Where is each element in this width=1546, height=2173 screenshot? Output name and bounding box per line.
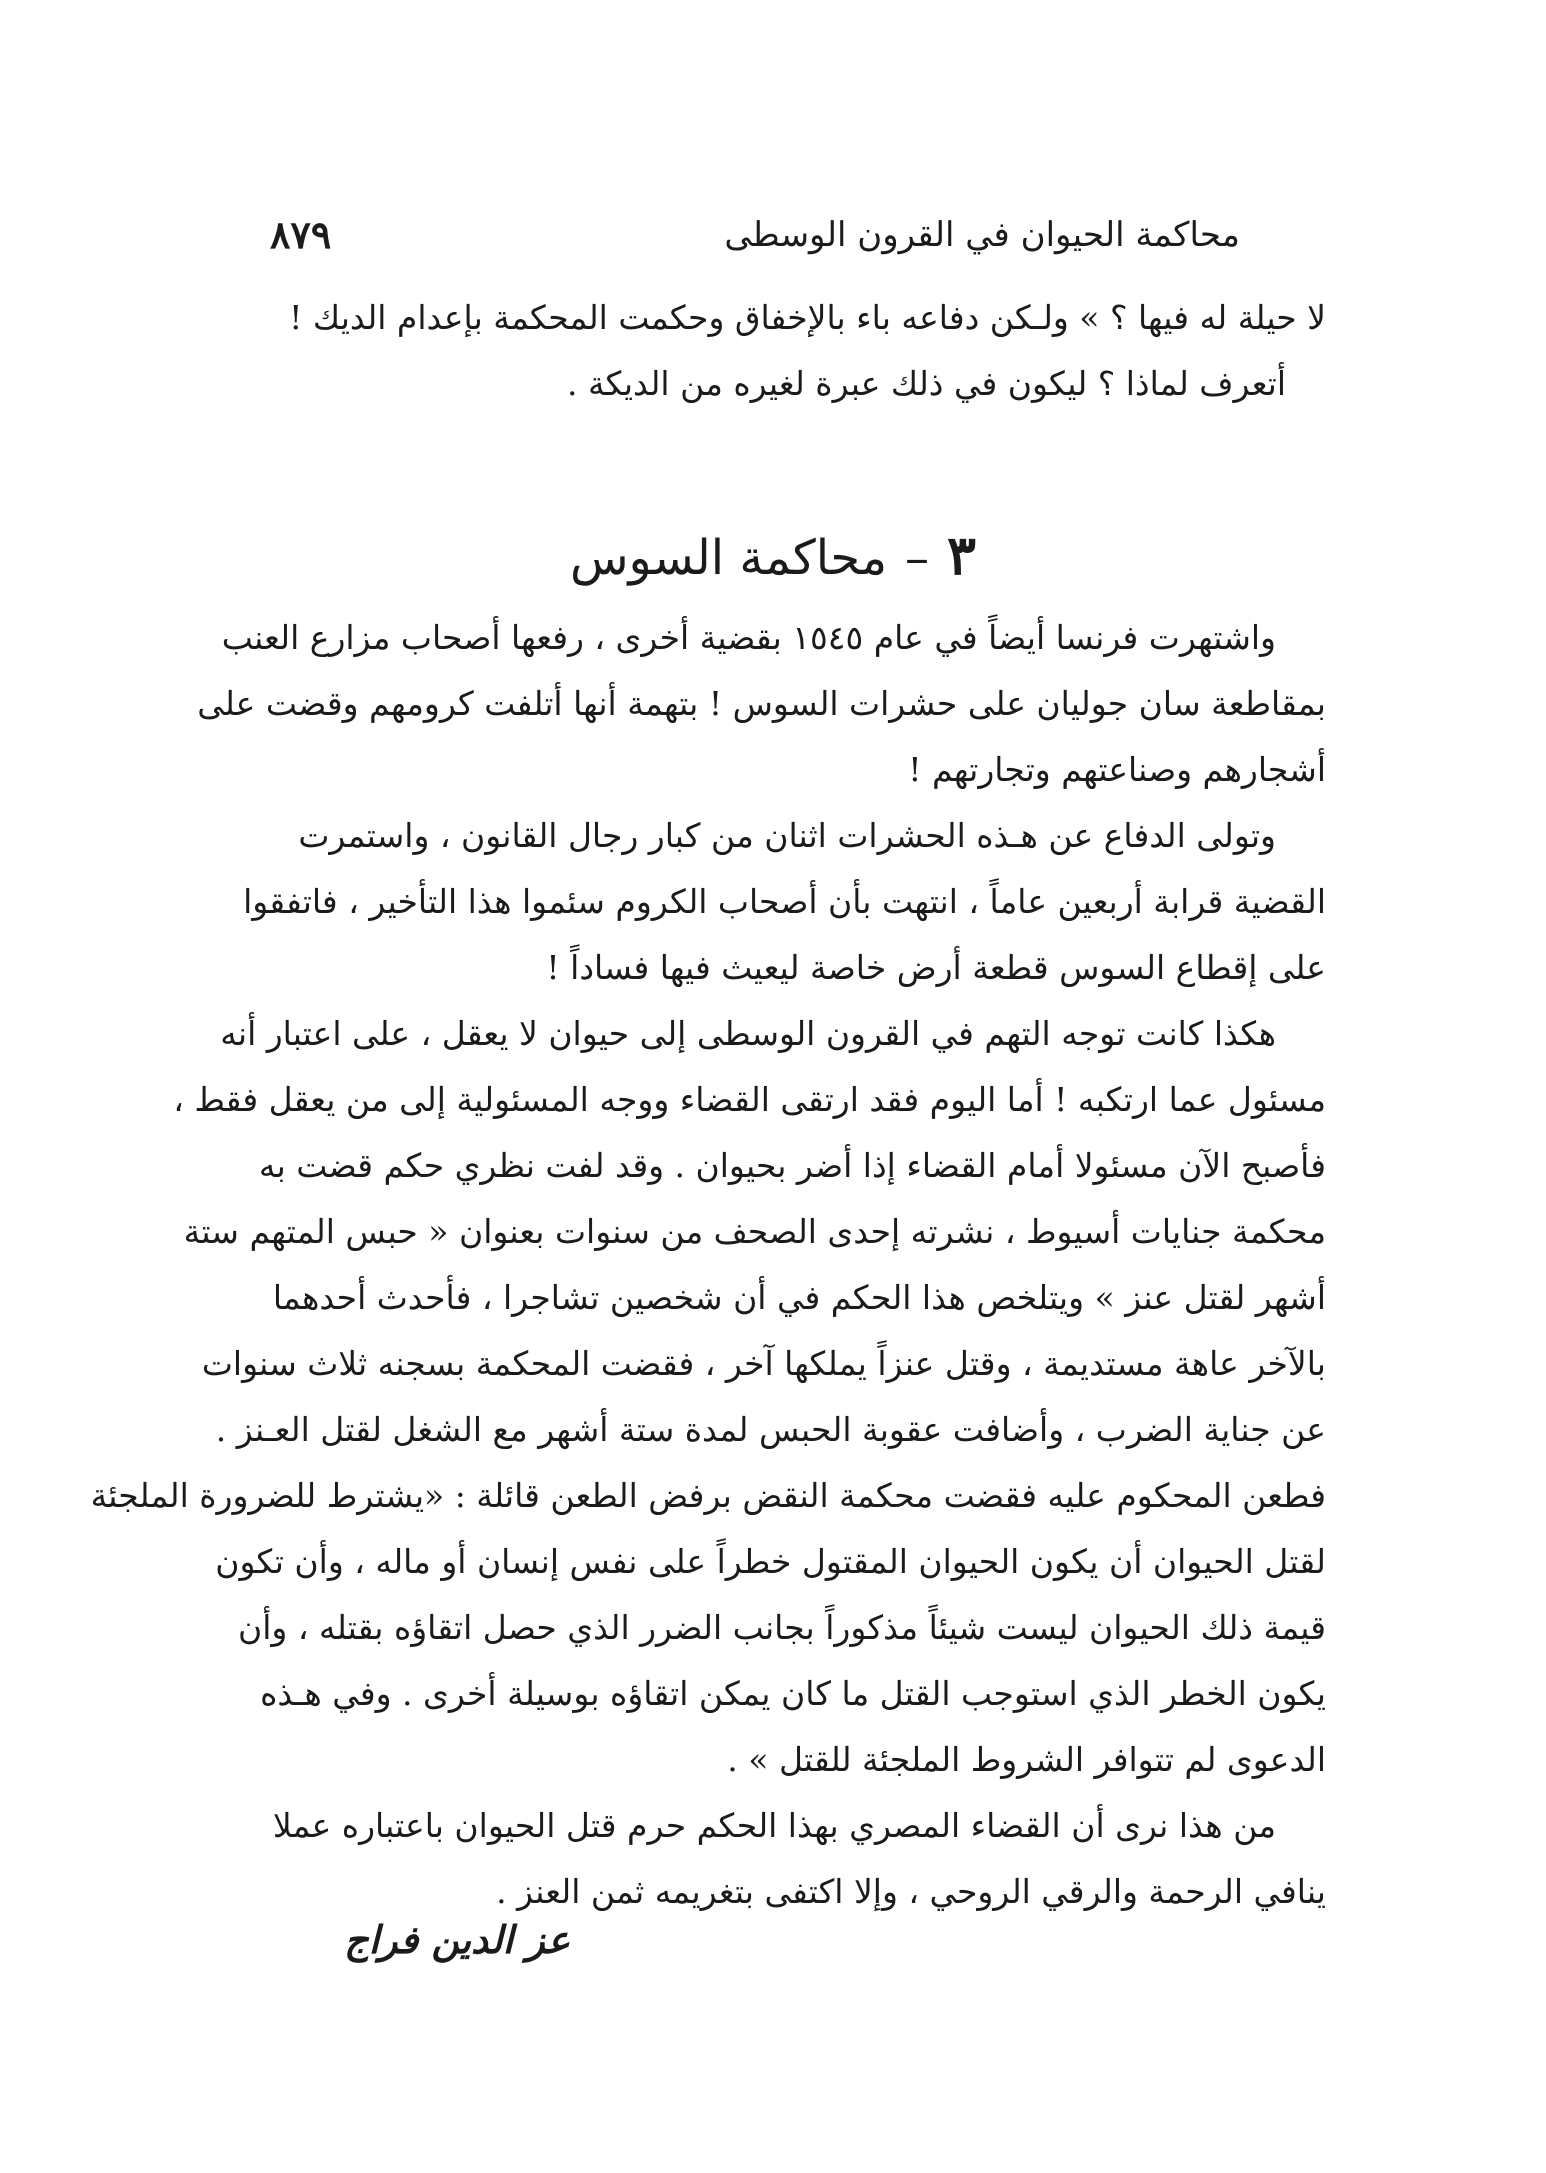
text-line: هكذا كانت توجه التهم في القرون الوسطى إلى حيوان لا يعقل ، على اعتبار أنه [220, 1014, 1276, 1053]
section-heading [0, 515, 1546, 598]
section-dash: – [905, 530, 930, 586]
text-line: فطعن المحكوم عليه فقضت محكمة النقض برفض الطعن قائلة : «يشترط للضرورة الملجئة [90, 1476, 1326, 1515]
text-line: واشتهرت فرنسا أيضاً في عام ١٥٤٥ بقضية أخرى ، رفعها أصحاب مزارع العنب [221, 618, 1276, 657]
text-line: مسئول عما ارتكبه ! أما اليوم فقد ارتقى القضاء ووجه المسئولية إلى من يعقل فقط ، [173, 1080, 1326, 1119]
text-line: يكون الخطر الذي استوجب القتل ما كان يمكن اتقاؤه بوسيلة أخرى . وفي هـذه [260, 1674, 1326, 1713]
text-line: عن جناية الضرب ، وأضافت عقوبة الحبس لمدة ستة أشهر مع الشغل لقتل العـنز . [215, 1410, 1326, 1449]
text-line: ينافي الرحمة والرقي الروحي ، وإلا اكتفى بتغريمه ثمن العنز . [496, 1872, 1326, 1911]
text-line: الدعوى لم تتوافر الشروط الملجئة للقتل » . [727, 1740, 1326, 1779]
author-signature: عز الدين فراج [344, 1917, 570, 1962]
text-line: القضية قرابة أربعين عاماً ، انتهت بأن أصحاب الكروم سئموا هذا التأخير ، فاتفقوا [243, 882, 1326, 921]
page-number: ٨٧٩ [270, 212, 332, 257]
text-line: أتعرف لماذا ؟ ليكون في ذلك عبرة لغيره من الديكة . [566, 364, 1286, 403]
text-line: لا حيلة له فيها ؟ » ولـكن دفاعه باء بالإخفاق وحكمت المحكمة بإعدام الديك ! [289, 298, 1326, 337]
running-title: محاكمة الحيوان في القرون الوسطى [724, 215, 1240, 255]
text-line: محكمة جنايات أسيوط ، نشرته إحدى الصحف من سنوات بعنوان « حبس المتهم ستة [183, 1212, 1326, 1251]
section-title: محاكمة السوس [569, 530, 888, 586]
text-line: أشجارهم وصناعتهم وتجارتهم ! [908, 750, 1326, 789]
intro-paragraph [226, 285, 1326, 417]
running-head [270, 205, 1280, 265]
text-line: أشهر لقتل عنز » ويتلخص هذا الحكم في أن شخصين تشاجرا ، فأحدث أحدهما [272, 1278, 1326, 1317]
text-line: لقتل الحيوان أن يكون الحيوان المقتول خطراً على نفس إنسان أو ماله ، وأن تكون [215, 1542, 1326, 1581]
text-line: على إقطاع السوس قطعة أرض خاصة ليعيث فيها فساداً ! [546, 948, 1326, 987]
text-line: قيمة ذلك الحيوان ليست شيئاً مذكوراً بجانب الضرر الذي حصل اتقاؤه بقتله ، وأن [238, 1608, 1326, 1647]
text-line: بمقاطعة سان جوليان على حشرات السوس ! بتهمة أنها أتلفت كرومهم وقضت على [197, 684, 1326, 723]
text-line: فأصبح الآن مسئولا أمام القضاء إذا أضر بحيوان . وقد لفت نظري حكم قضت به [258, 1146, 1326, 1185]
text-line: وتولى الدفاع عن هـذه الحشرات اثنان من كبار رجال القانون ، واستمرت [298, 816, 1276, 855]
body-text [90, 605, 1326, 1925]
text-line: بالآخر عاهة مستديمة ، وقتل عنزاً يملكها آخر ، فقضت المحكمة بسجنه ثلاث سنوات [201, 1344, 1326, 1383]
text-line: من هذا نرى أن القضاء المصري بهذا الحكم حرم قتل الحيوان باعتباره عملا [272, 1806, 1276, 1845]
section-number: ٣ [947, 523, 977, 587]
